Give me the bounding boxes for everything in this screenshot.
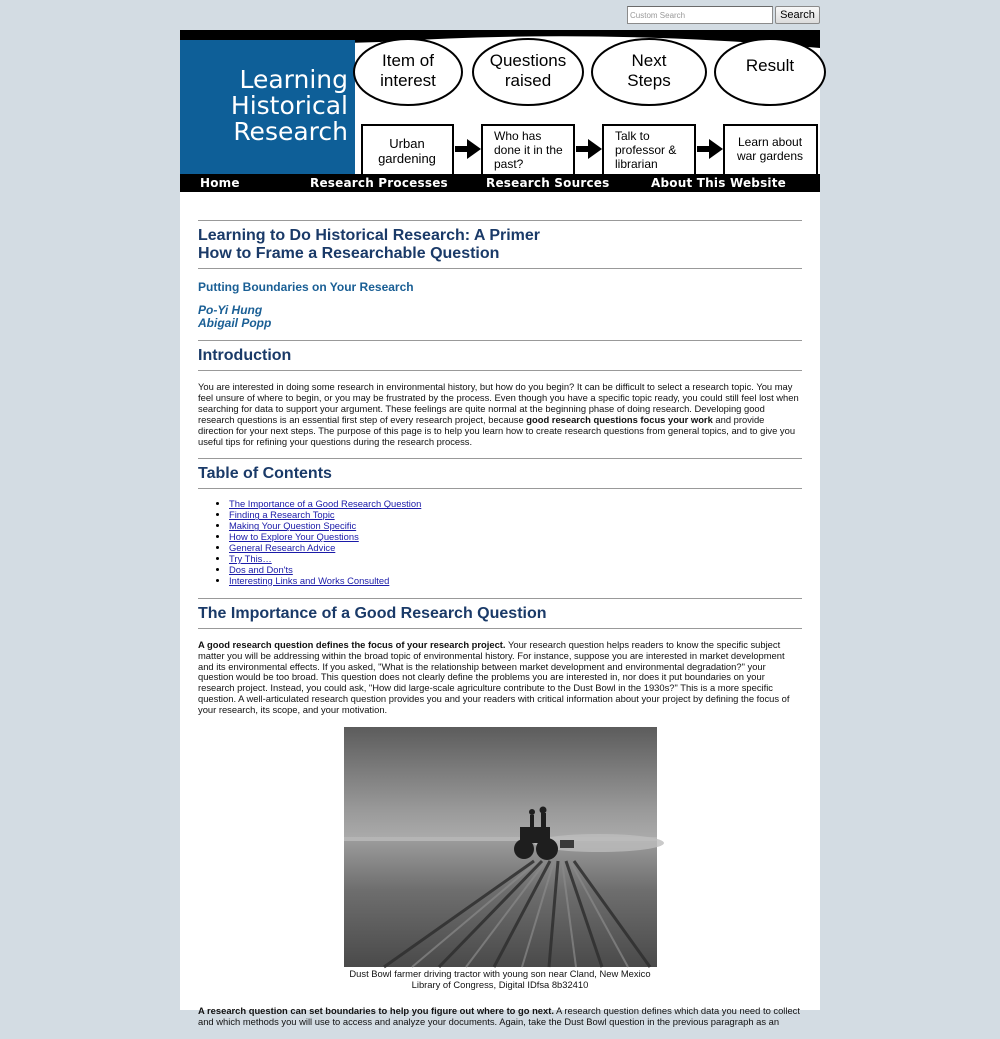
intro-paragraph: [198, 382, 802, 447]
process-step-questions-raised: [473, 39, 583, 105]
svg-text:Learn about: Learn about: [737, 135, 803, 149]
toc-link-general-advice[interactable]: General Research Advice: [229, 542, 336, 554]
logo-line-3: Research: [233, 117, 348, 146]
nav-research-processes[interactable]: Research Processes: [310, 176, 448, 190]
section-heading-importance: The Importance of a Good Research Question: [198, 604, 547, 622]
divider: [198, 488, 802, 489]
svg-text:raised: raised: [504, 71, 552, 90]
divider: [198, 340, 802, 341]
toc-item: [229, 543, 802, 554]
process-step-next-steps: [592, 39, 706, 105]
section-heading-toc: Table of Contents: [198, 465, 332, 483]
importance-text: Your research question helps readers to know the specific subject matter you will be addressing within the broad topic of environmental history. For instance, suppose you are interested in market development and its environmental effects. If you asked, "What is the relationship between market development and environmental degradation?" your question would be too broad. This question does not clearly define the problems you are interested in, nor does it put boundaries on your research project. Instead, you could ask, "How did large-scale agriculture contribute to the Dust Bowl in the 1930s?" This is a more specific question. A well-articulated research question provides you and your readers with critical information about your project by defining the focus of your research, its scope, and your motivation.: [198, 638, 790, 716]
arrow-right-icon: [697, 139, 723, 159]
svg-text:Questions: Questions: [489, 51, 567, 70]
site-banner: [180, 30, 820, 192]
intro-text: and provide direction for your next steps. The purpose of this page is to help you learn how to create research questions from general topics, and to give you useful tips for refining your questions during the research process.: [198, 413, 796, 447]
example-step-talk-to-professor: [603, 125, 695, 175]
logo-line-2: Historical: [230, 91, 348, 120]
divider: [198, 458, 802, 459]
importance-lead: A good research question defines the focus of your research project.: [198, 638, 506, 650]
arrow-right-icon: [455, 139, 481, 159]
page-title: [198, 227, 802, 263]
author-name: Po-Yi Hung: [198, 303, 263, 317]
svg-text:gardening: gardening: [378, 151, 436, 166]
toc-link-try-this[interactable]: Try This…: [229, 552, 272, 564]
divider: [198, 370, 802, 371]
toc-link-explore-questions[interactable]: How to Explore Your Questions: [229, 531, 359, 543]
page-title-line-2: How to Frame a Researchable Question: [198, 245, 500, 262]
toc-link-importance[interactable]: The Importance of a Good Research Question: [229, 498, 422, 510]
divider: [198, 628, 802, 629]
toc-link-links-works[interactable]: Interesting Links and Works Consulted: [229, 574, 390, 586]
main-content: [198, 220, 802, 1039]
caption-line: Dust Bowl farmer driving tractor with young son near Cland, New Mexico: [349, 968, 651, 980]
toc-link-making-specific[interactable]: Making Your Question Specific: [229, 520, 357, 532]
logo-line-1: Learning: [239, 65, 348, 94]
boundaries-paragraph: [198, 1006, 802, 1028]
toc-link-dos-donts[interactable]: Dos and Don'ts: [229, 563, 293, 575]
svg-text:Talk to: Talk to: [615, 129, 650, 143]
caption-line: Library of Congress, Digital IDfsa 8b32410: [411, 979, 589, 991]
svg-text:Item of: Item of: [382, 51, 434, 70]
nav-home[interactable]: Home: [200, 176, 240, 190]
nav-research-sources[interactable]: Research Sources: [486, 176, 610, 190]
arrow-right-icon: [576, 139, 602, 159]
photo-image: [344, 727, 657, 967]
page-subtitle: Putting Boundaries on Your Research: [198, 280, 414, 294]
toc-item: [229, 576, 802, 587]
boundaries-text: A research question defines which data you need to collect and which methods you will use to access and analyze your documents. Again, take the Dust Bowl question in the previous paragraph as an: [198, 1005, 800, 1027]
svg-text:Next: Next: [631, 51, 667, 70]
banner-graphic: [180, 30, 820, 192]
svg-text:librarian: librarian: [615, 157, 658, 171]
section-heading-introduction: Introduction: [198, 347, 292, 364]
table-of-contents: [198, 499, 802, 586]
author-name: Abigail Popp: [198, 316, 272, 330]
divider: [198, 220, 802, 221]
svg-text:Urban: Urban: [389, 136, 425, 151]
svg-text:past?: past?: [494, 157, 524, 171]
process-step-result: [715, 39, 825, 105]
example-step-urban-gardening: [362, 125, 453, 175]
svg-text:done it in the: done it in the: [494, 143, 563, 157]
boundaries-lead: A research question can set boundaries to help you figure out where to go next.: [198, 1005, 554, 1017]
svg-text:Who has: Who has: [494, 129, 542, 143]
svg-text:Steps: Steps: [627, 71, 671, 90]
main-nav: [180, 174, 820, 192]
intro-emphasis: good research questions focus your work: [526, 413, 713, 425]
svg-text:war gardens: war gardens: [736, 149, 804, 163]
search-input[interactable]: [627, 6, 773, 24]
search-button[interactable]: Search: [775, 6, 820, 24]
divider: [198, 268, 802, 269]
process-step-item-of-interest: [354, 39, 462, 105]
svg-text:interest: interest: [380, 71, 436, 90]
dust-bowl-figure: [198, 727, 802, 990]
page-container: [180, 30, 820, 1027]
intro-text: You are interested in doing some research in environmental history, but how do you begin? It can be difficult to select a research topic. You may feel unsure of where to begin, or you may be frustrated by the process. Even though you have a specific topic ready, you could still feel lost when searching for data to support your argument. These feelings are quite normal at the beginning phase of doing research. Developing good research questions is an essential first step of every research project, because: [198, 381, 799, 425]
toc-item: [229, 554, 802, 565]
example-step-who-has-done-it: [482, 125, 574, 175]
authors: [198, 304, 802, 330]
page-title-line-1: Learning to Do Historical Research: A Primer: [198, 227, 541, 244]
nav-about-this-website[interactable]: About This Website: [651, 176, 787, 190]
example-step-learn-about-war-gardens: [724, 125, 817, 175]
svg-text:professor &: professor &: [615, 143, 677, 157]
figure-caption: [198, 968, 802, 990]
divider: [198, 598, 802, 599]
toc-link-finding-topic[interactable]: Finding a Research Topic: [229, 509, 335, 521]
importance-paragraph: [198, 640, 802, 716]
svg-text:Result: Result: [745, 56, 795, 75]
